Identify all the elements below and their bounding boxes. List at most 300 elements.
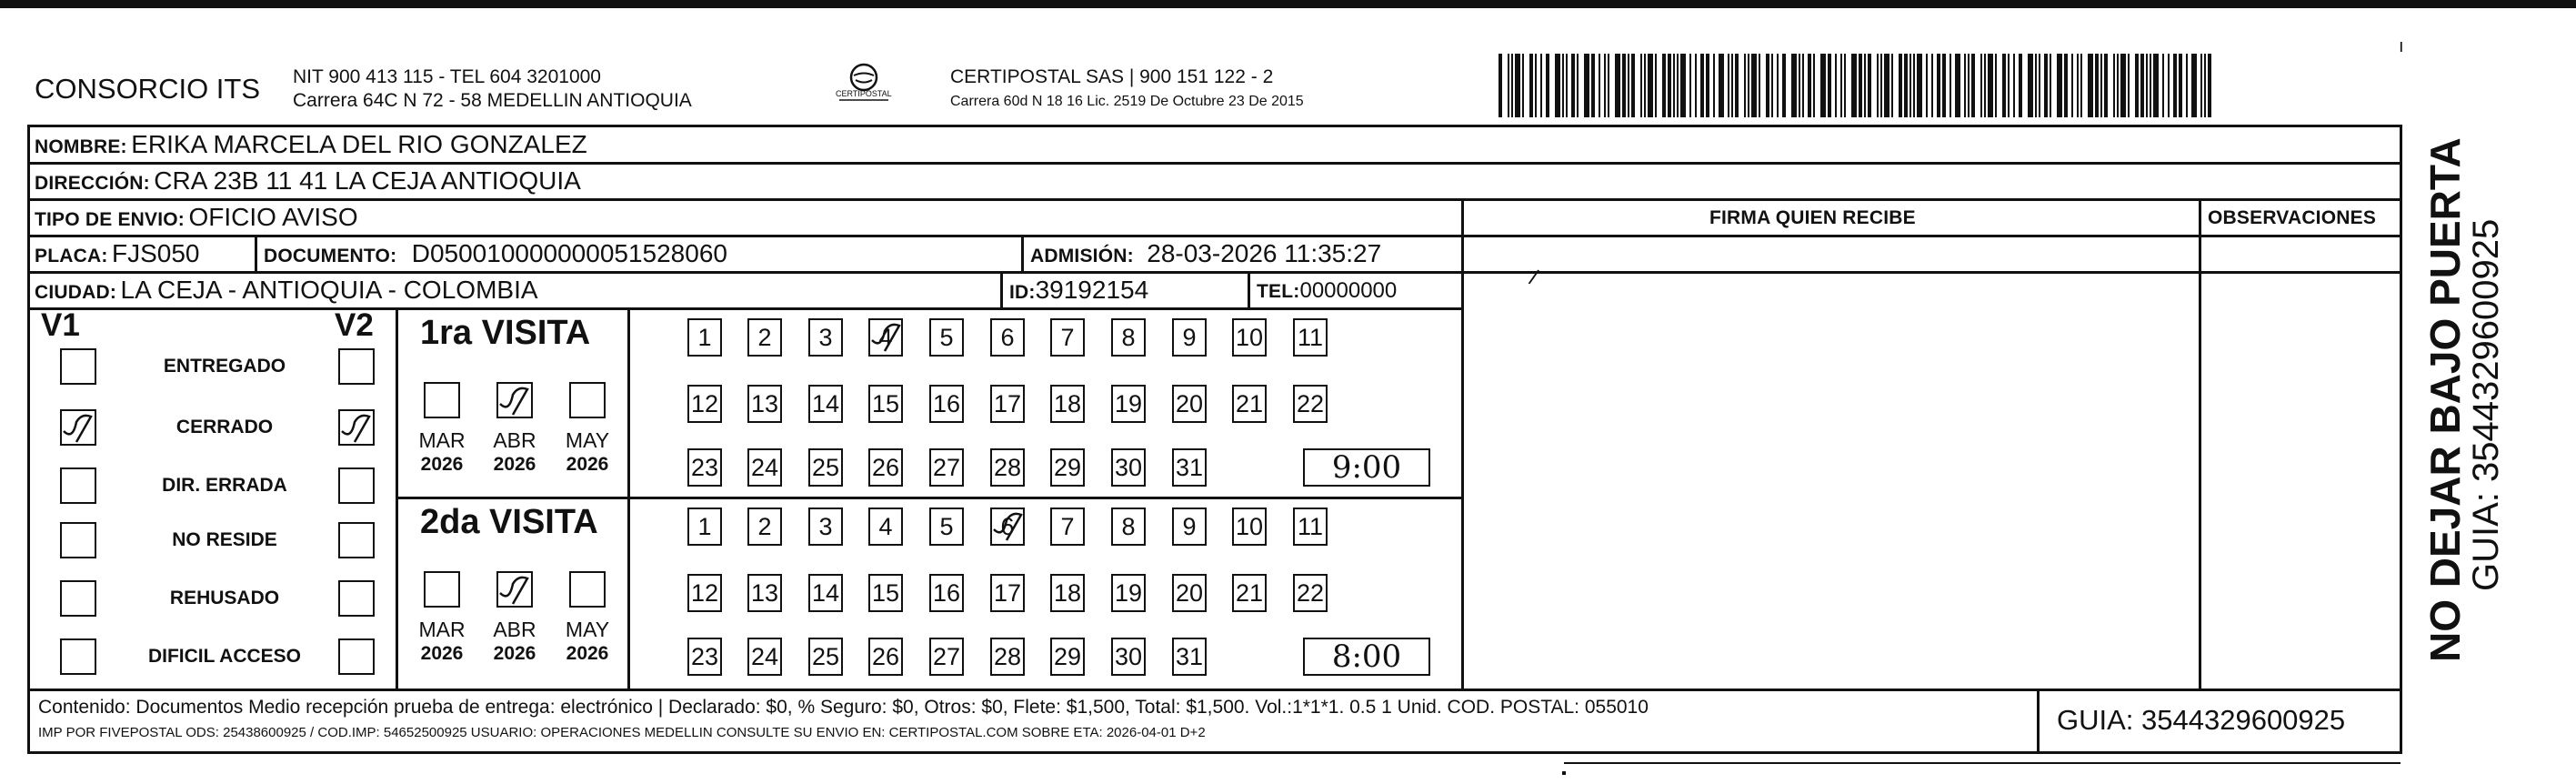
day-number: 4 (878, 323, 893, 351)
day-number: 13 (750, 578, 779, 607)
barcode-bar (1799, 54, 1800, 117)
day-number: 9 (1182, 323, 1197, 351)
day-cell[interactable] (1111, 385, 1146, 423)
day-number: 30 (1114, 642, 1143, 670)
barcode-bar (1599, 54, 1600, 117)
bottom-rule (1564, 762, 2401, 764)
visit-time-box[interactable] (1303, 638, 1430, 676)
barcode-bar (1820, 54, 1826, 117)
barcode-bar (1577, 54, 1579, 117)
barcode-bar (2095, 54, 2099, 117)
barcode-bar (1628, 54, 1629, 117)
v2-checkbox[interactable] (338, 348, 375, 385)
tipo-value: OFICIO AVISO (188, 203, 358, 231)
rule (1248, 271, 1250, 309)
barcode-bar (1535, 54, 1537, 117)
v1-checkbox[interactable] (60, 467, 96, 504)
barcode-bar (1631, 54, 1635, 117)
day-number: 5 (939, 323, 954, 351)
visit-title: 2da VISITA (420, 503, 598, 541)
day-cell[interactable] (1172, 638, 1207, 676)
day-number: 21 (1235, 389, 1264, 417)
footer-contenido: Contenido: Documentos Medio recepción prueba de entrega: electrónico | Declarado: $0, % Seguro: $0, Otros: $0, Flete: $1,500, Total: $1,500. Vol.:1*1*1. 0.5 1 Unid. COD. POSTAL: 055010 (38, 697, 1649, 718)
barcode-bar (2117, 54, 2119, 117)
barcode-bar (1968, 54, 1970, 117)
barcode-bar (1591, 54, 1595, 117)
direccion-value: CRA 23B 11 41 LA CEJA ANTIOQUIA (154, 166, 581, 195)
barcode-bar (1835, 54, 1837, 117)
dot (1562, 771, 1566, 775)
day-number: 12 (690, 578, 719, 607)
day-cell[interactable] (747, 638, 782, 676)
barcode-bar (1955, 54, 1960, 117)
day-cell[interactable] (808, 448, 843, 487)
barcode-bar (2173, 54, 2177, 117)
barcode-bar (1498, 54, 1502, 117)
v2-checkbox[interactable] (338, 467, 375, 504)
month-checkbox[interactable] (424, 382, 460, 418)
direccion-row (35, 166, 581, 196)
day-cell[interactable] (687, 448, 722, 487)
admision-label: ADMISIÓN: (1030, 246, 1134, 266)
rule (27, 198, 2402, 201)
month-name: MAY (565, 428, 610, 452)
rule (1000, 271, 1003, 309)
barcode-bar (2120, 54, 2126, 117)
handwritten-check-icon (496, 382, 533, 418)
barcode-bar (1995, 54, 1997, 117)
day-number: 2 (757, 512, 772, 540)
day-cell[interactable] (1293, 385, 1328, 423)
barcode-bar (1615, 54, 1620, 117)
barcode-bar (1731, 54, 1733, 117)
day-number: 12 (690, 389, 719, 417)
documento-row (264, 239, 727, 268)
day-cell[interactable] (687, 638, 722, 676)
barcode-bar (1988, 54, 1993, 117)
visit-time: 8:00 (1331, 638, 1402, 675)
v2-checkbox[interactable] (338, 522, 375, 558)
day-number: 4 (878, 512, 893, 540)
status-label: DIR. ERRADA (162, 475, 287, 496)
day-cell[interactable] (929, 448, 964, 487)
day-cell[interactable] (1293, 508, 1328, 546)
month-name: ABR (493, 618, 536, 641)
barcode-bar (1884, 54, 1889, 117)
placa-value: FJS050 (111, 239, 200, 267)
day-number: 25 (811, 642, 840, 670)
day-number: 16 (932, 578, 961, 607)
barcode-bar (1555, 54, 1560, 117)
ciudad-value: LA CEJA - ANTIOQUIA - COLOMBIA (120, 276, 538, 304)
day-cell[interactable] (1293, 574, 1328, 612)
barcode-bar (1766, 54, 1769, 117)
day-cell[interactable] (929, 318, 964, 357)
barcode-bar (1571, 54, 1575, 117)
day-cell[interactable] (687, 508, 722, 546)
day-cell[interactable] (990, 638, 1025, 676)
tel-row (1257, 278, 1397, 304)
day-cell[interactable] (1172, 385, 1207, 423)
day-number: 23 (690, 642, 719, 670)
barcode-bar (2104, 54, 2108, 117)
barcode-bar (2179, 54, 2182, 117)
day-cell[interactable] (1172, 318, 1207, 357)
day-cell[interactable] (990, 574, 1025, 612)
month-year: 2026 (420, 454, 464, 475)
barcode-bar (1608, 54, 1609, 117)
day-cell[interactable] (1172, 448, 1207, 487)
nombre-label: NOMBRE: (35, 136, 127, 157)
day-cell[interactable] (747, 385, 782, 423)
barcode (1498, 54, 2226, 117)
month-checkbox[interactable] (496, 382, 533, 418)
barcode-bar (1511, 54, 1513, 117)
signature-mark: / (1526, 265, 1541, 291)
barcode-bar (2039, 54, 2040, 117)
day-cell[interactable] (1232, 508, 1267, 546)
barcode-bar (2008, 54, 2010, 117)
v1-checkbox[interactable] (60, 409, 96, 446)
id-value: 39192154 (1035, 276, 1149, 304)
day-number: 17 (993, 389, 1022, 417)
barcode-bar (2080, 54, 2082, 117)
day-number: 7 (1060, 512, 1075, 540)
barcode-bar (1950, 54, 1951, 117)
day-number: 17 (993, 578, 1022, 607)
day-number: 2 (757, 323, 772, 351)
day-cell[interactable] (1050, 638, 1085, 676)
barcode-bar (1648, 54, 1653, 117)
barcode-bar (2186, 54, 2188, 117)
barcode-bar (2028, 54, 2033, 117)
day-cell[interactable] (1232, 385, 1267, 423)
barcode-bar (2077, 54, 2079, 117)
certipostal-logo (832, 62, 896, 107)
day-cell[interactable] (747, 448, 782, 487)
firma-label: FIRMA QUIEN RECIBE (1709, 207, 1916, 228)
barcode-bar (1791, 54, 1797, 117)
barcode-bar (1668, 54, 1671, 117)
barcode-bar (1859, 54, 1862, 117)
barcode-bar (1529, 54, 1533, 117)
barcode-bar (1751, 54, 1757, 117)
v1-checkbox[interactable] (60, 638, 96, 675)
day-number: 20 (1175, 389, 1204, 417)
barcode-bar (1640, 54, 1642, 117)
day-cell[interactable] (868, 385, 903, 423)
visit-time: 9:00 (1331, 449, 1402, 486)
barcode-bar (1706, 54, 1709, 117)
month-checkbox[interactable] (424, 571, 460, 608)
barcode-bar (1644, 54, 1646, 117)
rule (27, 235, 2402, 237)
barcode-bar (1508, 54, 1509, 117)
barcode-bar (1891, 54, 1893, 117)
day-cell[interactable] (868, 574, 903, 612)
barcode-bar (1937, 54, 1940, 117)
v2-checkbox[interactable] (338, 409, 375, 446)
month-year: 2026 (420, 643, 464, 664)
barcode-bar (1868, 54, 1871, 117)
day-cell[interactable] (929, 638, 964, 676)
side-guia: GUIA: 3544329600925 (2466, 218, 2506, 591)
day-cell[interactable] (808, 385, 843, 423)
barcode-bar (1851, 54, 1857, 117)
day-number: 28 (993, 642, 1022, 670)
direccion-label: DIRECCIÓN: (35, 173, 150, 194)
month-name: ABR (493, 428, 536, 452)
month-year: 2026 (566, 643, 609, 664)
barcode-bar (1673, 54, 1675, 117)
day-number: 15 (871, 389, 900, 417)
top-border (0, 0, 2576, 8)
day-cell[interactable] (1111, 508, 1146, 546)
barcode-bar (1700, 54, 1704, 117)
day-number: 11 (1297, 512, 1324, 540)
day-cell[interactable] (808, 638, 843, 676)
month-name: MAR (418, 428, 466, 452)
day-cell[interactable] (808, 318, 843, 357)
month-year: 2026 (493, 454, 536, 475)
day-number: 6 (1000, 323, 1015, 351)
day-cell[interactable] (1111, 638, 1146, 676)
day-cell[interactable] (1111, 448, 1146, 487)
rule (2037, 689, 2040, 754)
day-cell[interactable] (990, 318, 1025, 357)
day-cell[interactable] (687, 318, 722, 357)
day-number: 13 (750, 389, 779, 417)
tel-label: TEL: (1257, 281, 1300, 302)
barcode-bar (1689, 54, 1691, 117)
day-cell[interactable] (868, 448, 903, 487)
month-name: MAY (565, 618, 610, 641)
v1-header: V1 (41, 307, 80, 343)
day-cell[interactable] (808, 508, 843, 546)
barcode-bar (2146, 54, 2148, 117)
status-label: REHUSADO (169, 588, 280, 608)
barcode-bar (1942, 54, 1946, 117)
day-cell[interactable] (868, 508, 903, 546)
barcode-bar (1584, 54, 1589, 117)
barcode-bar (1840, 54, 1842, 117)
barcode-bar (2057, 54, 2062, 117)
day-cell[interactable] (1232, 318, 1267, 357)
rule (27, 162, 2402, 165)
barcode-bar (2208, 54, 2211, 117)
rule (255, 235, 257, 273)
day-number: 7 (1060, 323, 1075, 351)
day-cell[interactable] (1232, 574, 1267, 612)
barcode-bar (1909, 54, 1911, 117)
barcode-bar (1540, 54, 1542, 117)
observaciones-label: OBSERVACIONES (2208, 207, 2377, 228)
barcode-bar (1844, 54, 1846, 117)
barcode-bar (2168, 54, 2170, 117)
barcode-bar (2002, 54, 2006, 117)
company-name: CONSORCIO ITS (35, 73, 261, 105)
day-cell[interactable] (1050, 508, 1085, 546)
admision-row (1030, 239, 1381, 268)
day-number: 18 (1053, 578, 1082, 607)
day-cell[interactable] (1111, 318, 1146, 357)
day-cell[interactable] (929, 574, 964, 612)
day-cell[interactable] (808, 574, 843, 612)
barcode-bar (2013, 54, 2015, 117)
v1-checkbox[interactable] (60, 348, 96, 385)
placa-row (35, 239, 199, 268)
day-mark-icon (868, 318, 905, 355)
day-cell[interactable] (1293, 318, 1328, 357)
admision-value: 28-03-2026 11:35:27 (1147, 239, 1382, 267)
day-mark-icon (990, 508, 1027, 544)
barcode-bar (1926, 54, 1928, 117)
barcode-bar (2162, 54, 2164, 117)
day-cell[interactable] (929, 508, 964, 546)
barcode-bar (1771, 54, 1773, 117)
day-cell[interactable] (747, 574, 782, 612)
day-cell[interactable] (1050, 574, 1085, 612)
day-cell[interactable] (1172, 508, 1207, 546)
v2-checkbox[interactable] (338, 580, 375, 617)
barcode-bar (1899, 54, 1902, 117)
rule (1461, 198, 1464, 689)
barcode-bar (1562, 54, 1564, 117)
month-year: 2026 (566, 454, 609, 475)
barcode-bar (2088, 54, 2093, 117)
day-cell[interactable] (990, 385, 1025, 423)
day-number: 24 (750, 453, 779, 481)
day-cell[interactable] (1050, 318, 1085, 357)
barcode-bar (1713, 54, 1715, 117)
day-number: 28 (993, 453, 1022, 481)
form-frame (27, 125, 2402, 754)
rule (396, 497, 1464, 499)
barcode-bar (1880, 54, 1882, 117)
barcode-bar (1744, 54, 1746, 117)
day-cell[interactable] (1111, 574, 1146, 612)
barcode-bar (1964, 54, 1966, 117)
barcode-bar (2150, 54, 2151, 117)
footer-guia: GUIA: 3544329600925 (2057, 704, 2346, 736)
barcode-bar (1782, 54, 1786, 117)
day-cell[interactable] (868, 318, 903, 357)
v2-header: V2 (335, 307, 374, 343)
side-warning: NO DEJAR BAJO PUERTA (2421, 137, 2469, 662)
day-number: 30 (1114, 453, 1143, 481)
day-number: 19 (1114, 578, 1143, 607)
day-cell[interactable] (990, 448, 1025, 487)
barcode-bar (2044, 54, 2048, 117)
day-number: 26 (871, 642, 900, 670)
month-name: MAR (418, 618, 466, 641)
visit-time-box[interactable] (1303, 448, 1430, 487)
day-cell[interactable] (747, 318, 782, 357)
barcode-bar (2019, 54, 2022, 117)
footer-imp: IMP POR FIVEPOSTAL ODS: 25438600925 / COD.IMP: 54652500925 USUARIO: OPERACIONES MEDELLIN CONSULTE SU ENVIO EN: CERTIPOSTAL.COM SOBRE ETA: 2026-04-01 D+2 (38, 725, 1206, 740)
visit-title: 1ra VISITA (420, 314, 591, 352)
day-number: 22 (1296, 578, 1325, 607)
day-number: 1 (697, 512, 712, 540)
barcode-bar (1662, 54, 1666, 117)
day-cell[interactable] (747, 508, 782, 546)
day-cell[interactable] (868, 638, 903, 676)
tel-value: 00000000 (1299, 278, 1398, 303)
month-checkbox[interactable] (569, 382, 606, 418)
day-cell[interactable] (1050, 385, 1085, 423)
placa-label: PLACA: (35, 246, 108, 266)
v1-checkbox[interactable] (60, 580, 96, 617)
day-number: 16 (932, 389, 961, 417)
rule (1021, 235, 1024, 273)
day-cell[interactable] (1050, 448, 1085, 487)
tipo-row (35, 203, 358, 232)
barcode-bar (1604, 54, 1606, 117)
v2-checkbox[interactable] (338, 638, 375, 675)
barcode-bar (1515, 54, 1520, 117)
day-cell[interactable] (929, 385, 964, 423)
barcode-bar (1719, 54, 1724, 117)
barcode-bar (1748, 54, 1749, 117)
day-cell[interactable] (687, 574, 722, 612)
nombre-value: ERIKA MARCELA DEL RIO GONZALEZ (131, 130, 587, 158)
handwritten-check-icon (338, 409, 375, 446)
barcode-bar (2135, 54, 2139, 117)
logo-text: CERTIPOSTAL (836, 89, 892, 98)
barcode-bar (1566, 54, 1568, 117)
day-number: 29 (1053, 453, 1082, 481)
rule (2199, 198, 2201, 689)
day-number: 15 (871, 578, 900, 607)
day-number: 10 (1235, 512, 1264, 540)
day-number: 31 (1175, 453, 1204, 481)
day-number: 1 (697, 323, 712, 351)
day-number: 3 (818, 512, 833, 540)
day-cell[interactable] (1172, 574, 1207, 612)
barcode-bar (2153, 54, 2159, 117)
day-number: 11 (1297, 323, 1324, 351)
nombre-row (35, 130, 587, 159)
day-number: 26 (871, 453, 900, 481)
status-label: ENTREGADO (163, 356, 286, 377)
barcode-bar (1728, 54, 1729, 117)
id-row (1009, 276, 1148, 305)
barcode-bar (1677, 54, 1679, 117)
barcode-bar (1984, 54, 1986, 117)
barcode-bar (1777, 54, 1779, 117)
day-number: 14 (811, 578, 840, 607)
day-number: 25 (811, 453, 840, 481)
barcode-bar (1695, 54, 1697, 117)
day-number: 10 (1235, 323, 1264, 351)
month-checkbox[interactable] (496, 571, 533, 608)
v1-checkbox[interactable] (60, 522, 96, 558)
barcode-bar (2128, 54, 2130, 117)
rule (1464, 271, 2402, 274)
barcode-bar (1931, 54, 1933, 117)
day-cell[interactable] (990, 508, 1025, 546)
day-number: 31 (1175, 642, 1204, 670)
day-cell[interactable] (687, 385, 722, 423)
barcode-bar (1980, 54, 1982, 117)
month-checkbox[interactable] (569, 571, 606, 608)
tipo-label: TIPO DE ENVIO: (35, 209, 185, 230)
handwritten-check-icon (496, 571, 533, 608)
barcode-bar (2113, 54, 2115, 117)
barcode-bar (2204, 54, 2206, 117)
day-number: 8 (1121, 323, 1136, 351)
barcode-bar (2064, 54, 2068, 117)
